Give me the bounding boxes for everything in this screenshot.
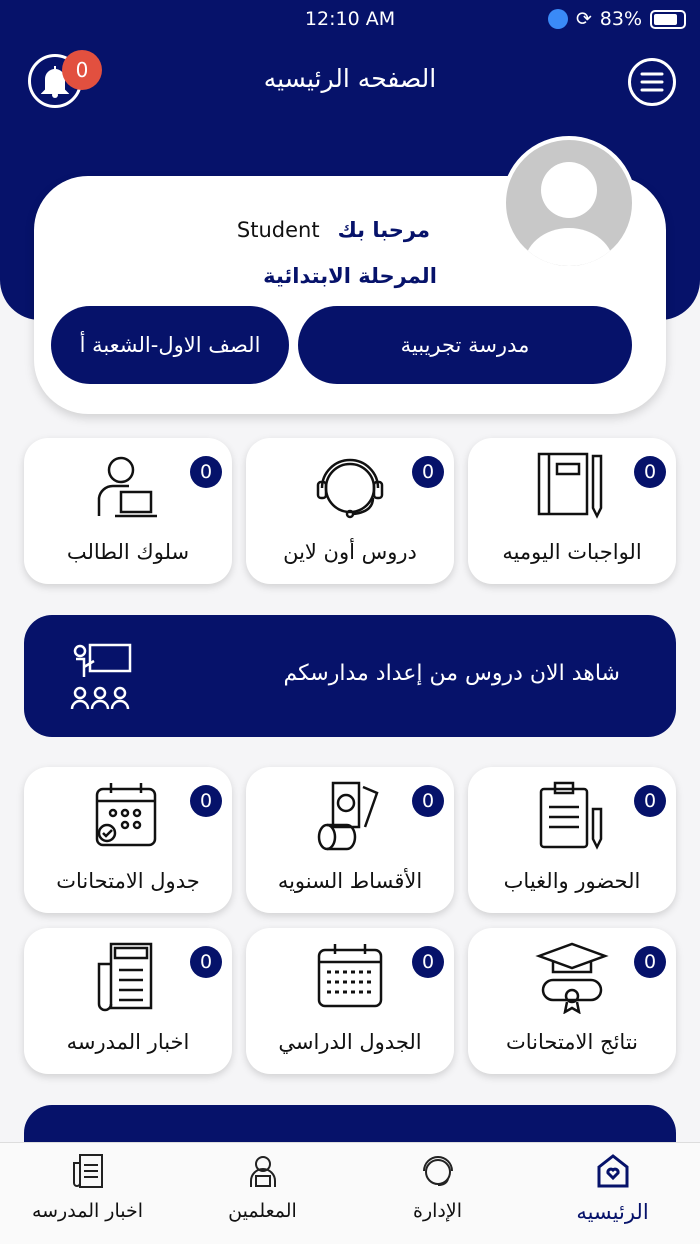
watch-lessons-banner[interactable] [24,615,676,737]
tile-online-lessons[interactable] [246,438,454,584]
tile-label: نتائج الامتحانات [505,1030,639,1054]
tile-label: الواجبات اليوميه [502,540,642,564]
hamburger-icon [639,71,665,93]
headset-icon [313,450,387,524]
count-badge: 0 [634,785,666,817]
nav-label: الرئيسيه [576,1200,649,1224]
headset-icon [420,1153,456,1189]
tile-school-news[interactable] [24,928,232,1074]
student-name: Student [236,218,320,242]
tile-label: اخبار المدرسه [66,1030,190,1054]
clipboard-icon [535,779,609,853]
status-bar [0,6,700,30]
nav-label: المعلمين [228,1200,297,1222]
tile-class-schedule[interactable] [246,928,454,1074]
nav-teachers[interactable] [175,1143,350,1244]
tile-label: سلوك الطالب [66,540,190,564]
battery-icon [650,10,686,29]
student-laptop-icon [91,450,165,524]
user-placeholder-icon [506,140,632,266]
battery-percent: 83% [599,8,642,30]
count-badge: 0 [412,785,444,817]
tile-label: دروس أون لاين [283,540,417,564]
tile-exam-results[interactable] [468,928,676,1074]
bottom-nav [0,1142,700,1244]
news-icon [91,940,165,1014]
count-badge: 0 [190,456,222,488]
count-badge: 0 [634,946,666,978]
tile-attendance[interactable] [468,767,676,913]
calendar-check-icon [91,779,165,853]
tile-student-behavior[interactable] [24,438,232,584]
nav-home[interactable] [525,1143,700,1244]
count-badge: 0 [190,946,222,978]
rotation-lock-icon: ⟳ [575,8,592,30]
tiles-row-1 [24,438,676,584]
tile-label: الجدول الدراسي [278,1030,422,1054]
school-button[interactable]: مدرسة تجريبية [298,306,632,384]
tile-label: الأقساط السنويه [277,869,423,893]
avatar[interactable] [502,136,636,270]
page-title: الصفحه الرئيسيه [263,64,437,93]
menu-button[interactable] [628,58,676,106]
count-badge: 0 [634,456,666,488]
welcome-line [230,218,430,242]
count-badge: 0 [412,946,444,978]
teacher-laptop-icon [245,1153,281,1189]
count-badge: 0 [412,456,444,488]
news-icon [71,1153,105,1189]
nav-label: الإدارة [413,1200,462,1222]
nav-label: اخبار المدرسه [31,1200,144,1222]
stage-label: المرحلة الابتدائية [263,264,437,288]
tile-exam-schedule[interactable] [24,767,232,913]
location-icon [548,9,568,29]
tile-annual-fees[interactable] [246,767,454,913]
count-badge: 0 [190,785,222,817]
tile-label: الحضور والغياب [503,869,641,893]
classroom-teacher-icon [66,641,138,713]
money-icon [313,779,387,853]
status-time: 12:10 AM [304,8,396,30]
welcome-text: مرحبا بك [337,218,430,242]
calendar-icon [313,940,387,1014]
tiles-row-2 [24,767,676,913]
nav-school-news[interactable] [0,1143,175,1244]
tile-daily-homework[interactable] [468,438,676,584]
class-button[interactable]: الصف الاول-الشعبة أ [51,306,289,384]
banner-text: شاهد الان دروس من إعداد مدارسكم [283,661,620,686]
notification-badge: 0 [62,50,102,90]
notebook-icon [535,450,609,524]
home-heart-icon [596,1153,630,1189]
nav-administration[interactable] [350,1143,525,1244]
tiles-row-3 [24,928,676,1074]
tile-label: جدول الامتحانات [56,869,200,893]
graduation-icon [535,940,609,1014]
